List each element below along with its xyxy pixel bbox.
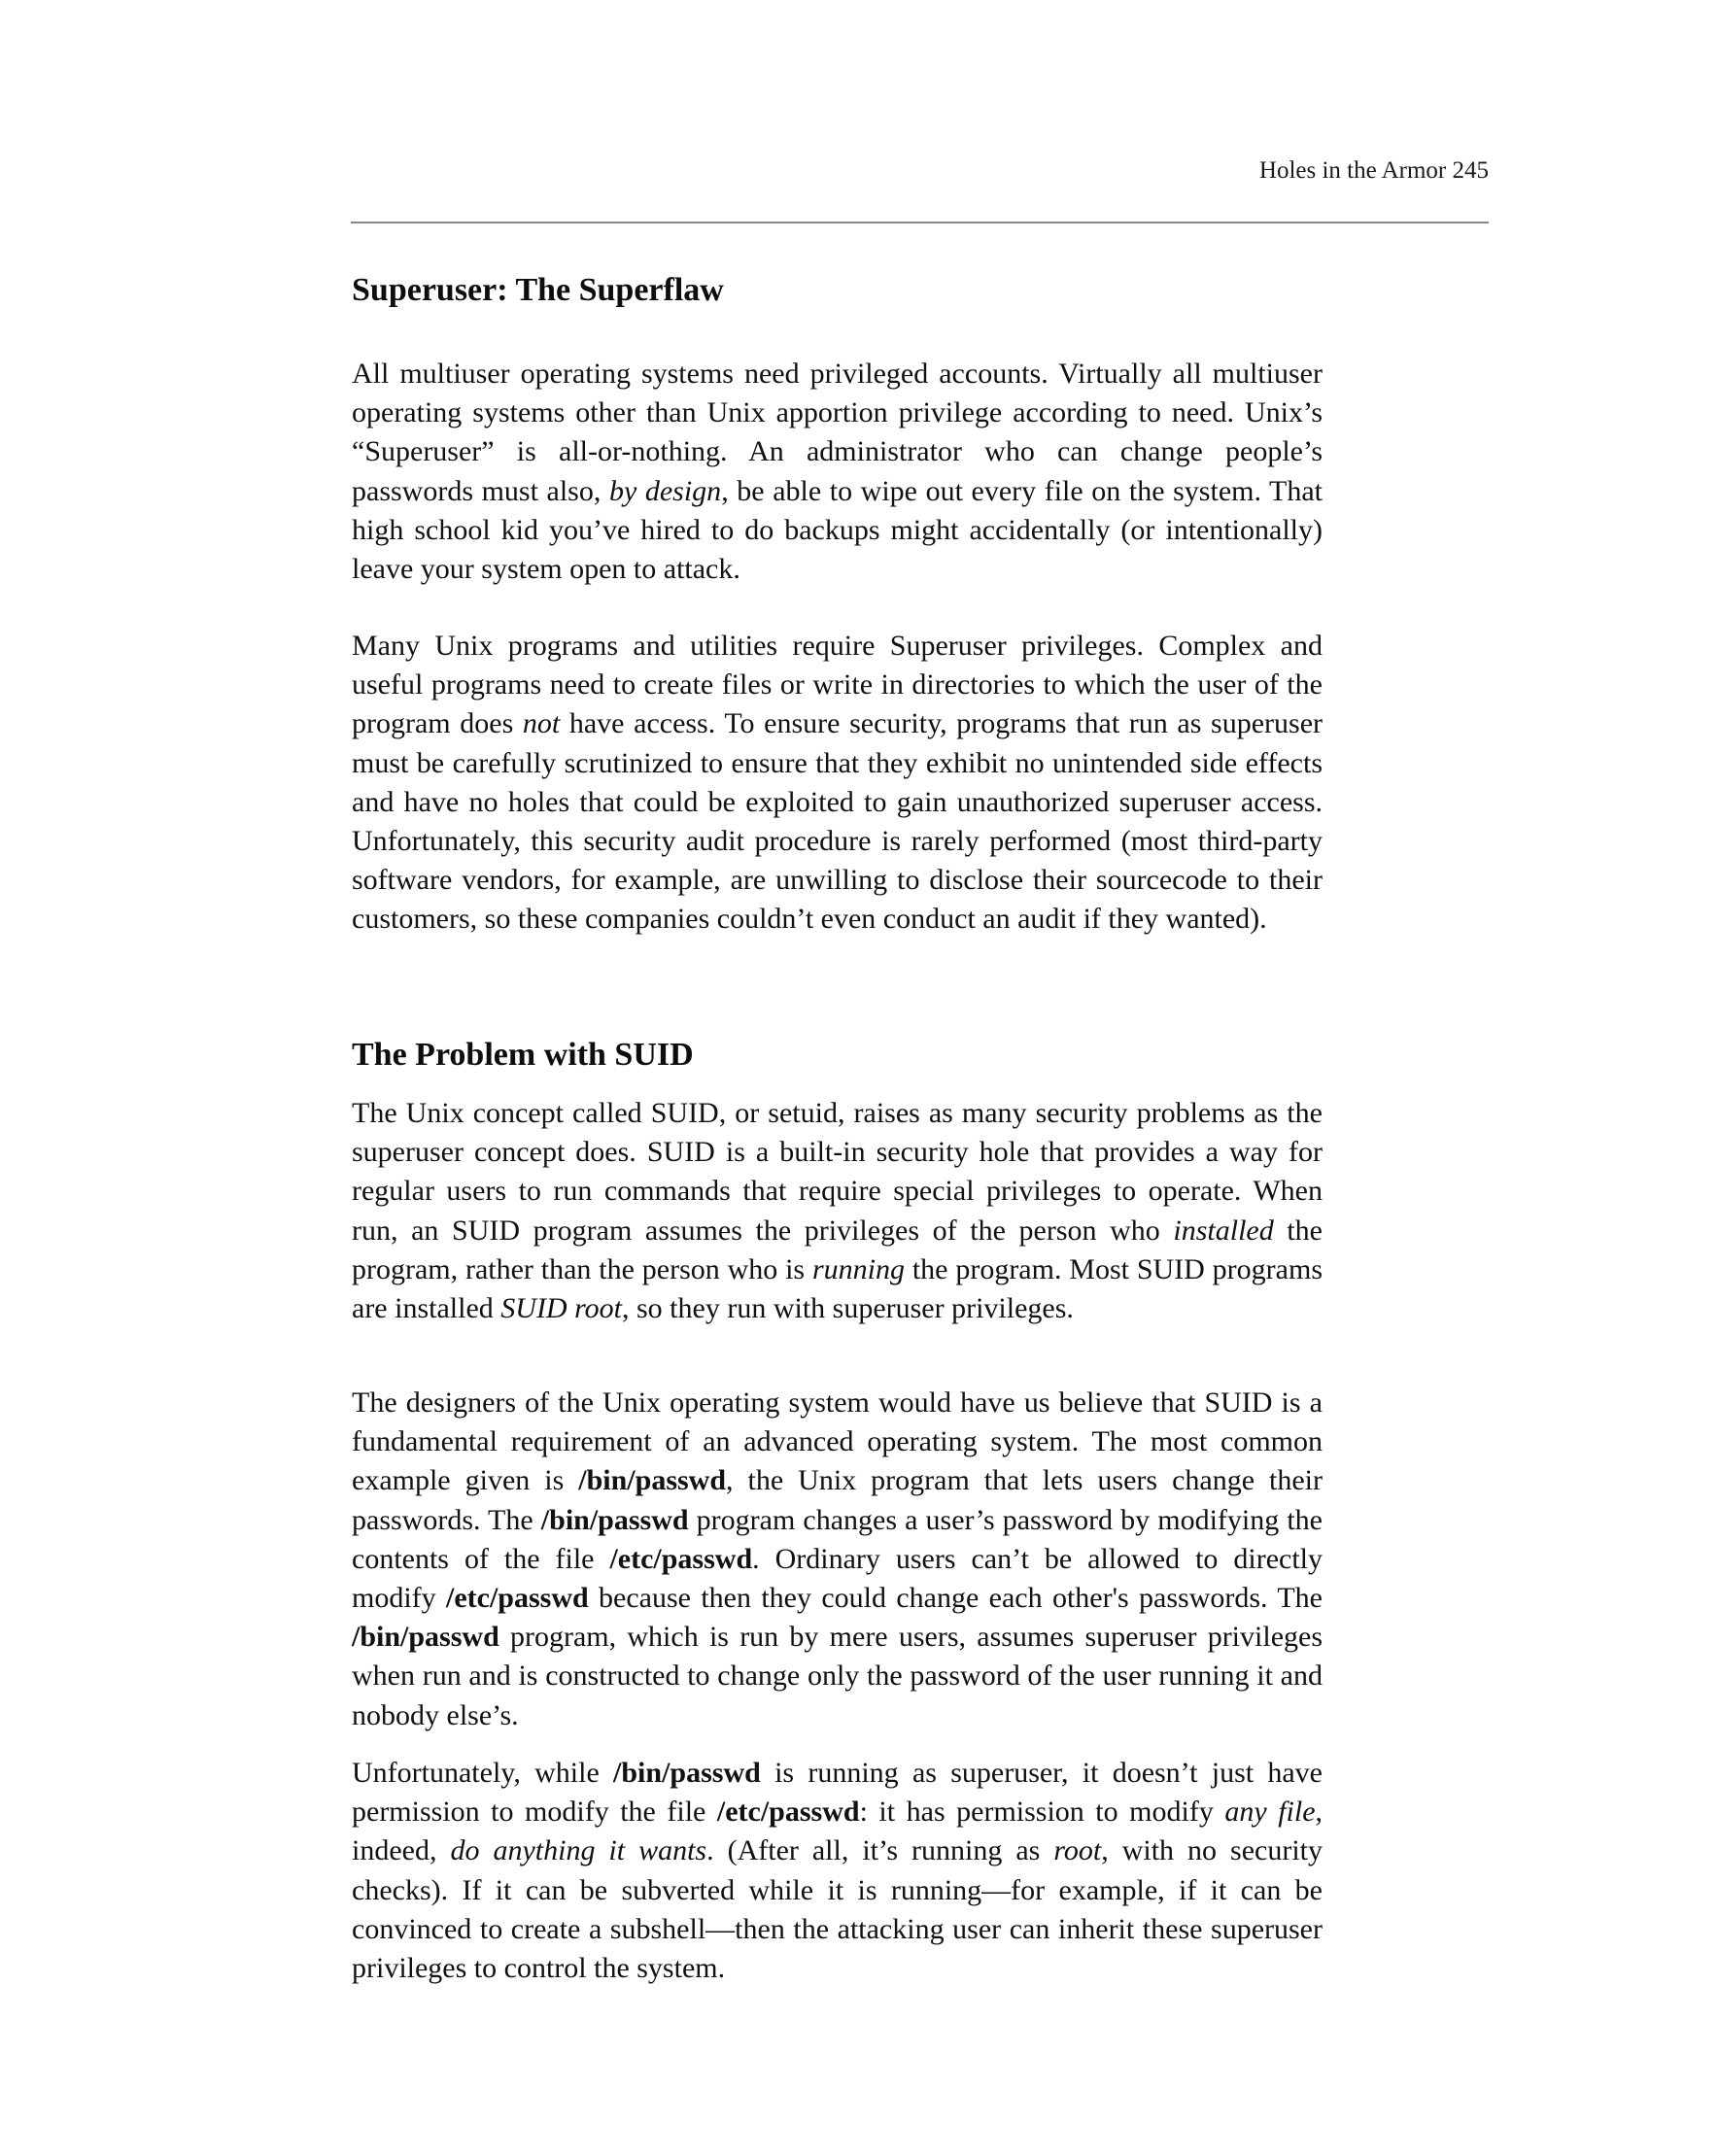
emphasis-text: any file — [1224, 1796, 1316, 1829]
emphasis-text: SUID root — [500, 1292, 622, 1325]
paragraph-suid-passwd-example: The designers of the Unix operating system would have us believe that SUID is a fundamental requirement of an advanced operating system. The most common example given is /bin/passwd, the Unix program that lets users change their passwords. The /bin/passwd program changes a user’s password by modifying the contents of the file /etc/passwd. Ordinary users can’t be allowed to directly modify /etc/passwd because then they could change each other's passwords. The /bin/passwd program, which is run by mere users, assumes superuser privileges when run and is constructed to change only the password of the user running it and nobody else’s. — [352, 1386, 1323, 1731]
bold-path-text: /etc/passwd — [609, 1542, 753, 1575]
running-header: Holes in the Armor 245 — [1258, 157, 1489, 184]
paragraph-suid-concept: The Unix concept called SUID, or setuid, raises as many security problems as the superuser concept does. SUID is a built-in security hole that provides a way for regular users to run commands that require special privileges to operate. When run, an SUID program assumes the privileges of the person who installed the program, rather than the person who is running the program. Most SUID programs are installed SUID root, so they run with superuser privileges. — [352, 1097, 1323, 1325]
header-rule-divider — [351, 222, 1489, 223]
paragraph-superuser-intro: All multiuser operating systems need privileged accounts. Virtually all multiuser operating systems other than Unix apportion privilege according to need. Unix’s “Superuser” is all-or-nothing. An administrator who can change people’s passwords must also, by design, be able to wipe out every file on the system. That high school kid you’ve hired to do backups might accidentally (or intentionally) leave your system open to attack. — [352, 358, 1323, 586]
emphasis-text: do anything it wants — [450, 1834, 707, 1867]
bold-path-text: /bin/passwd — [540, 1503, 689, 1536]
emphasis-text: root — [1053, 1834, 1102, 1867]
paragraph-suid-subversion: Unfortunately, while /bin/passwd is running as superuser, it doesn’t just have permission to modify the file /etc/passwd: it has permission to modify any file, indeed, do anything it wants. (After all, it’s running as root, with no security checks). If it can be subverted while it is running—for example, if it can be convinced to create a subshell—then the attacking user can inherit these superuser privileges to control the system. — [352, 1757, 1324, 1985]
emphasis-text: installed — [1173, 1214, 1274, 1247]
bold-path-text: /bin/passwd — [613, 1757, 761, 1789]
emphasis-text: by design — [608, 474, 722, 507]
section-heading-superuser: Superuser: The Superflaw — [352, 272, 724, 308]
bold-path-text: /etc/passwd — [446, 1582, 589, 1615]
bold-path-text: /bin/passwd — [352, 1621, 499, 1654]
bold-path-text: /etc/passwd — [716, 1796, 860, 1829]
emphasis-text: running — [811, 1252, 905, 1285]
emphasis-text: not — [522, 707, 561, 740]
paragraph-superuser-programs: Many Unix programs and utilities require Superuser privileges. Complex and useful programs need to create files or write in directories to which the user of the program does not have access. To ensure security, programs that run as superuser must be carefully scrutinized to ensure that they exhibit no unintended side effects and have no holes that could be exploited to gain unauthorized superuser access. Unfortunately, this security audit procedure is rarely performed (most third-party software vendors, for example, are unwilling to disclose their sourcecode to their customers, so these companies couldn’t even conduct an audit if they wanted). — [352, 630, 1323, 936]
bold-path-text: /bin/passwd — [578, 1464, 727, 1497]
section-heading-suid: The Problem with SUID — [352, 1037, 694, 1073]
